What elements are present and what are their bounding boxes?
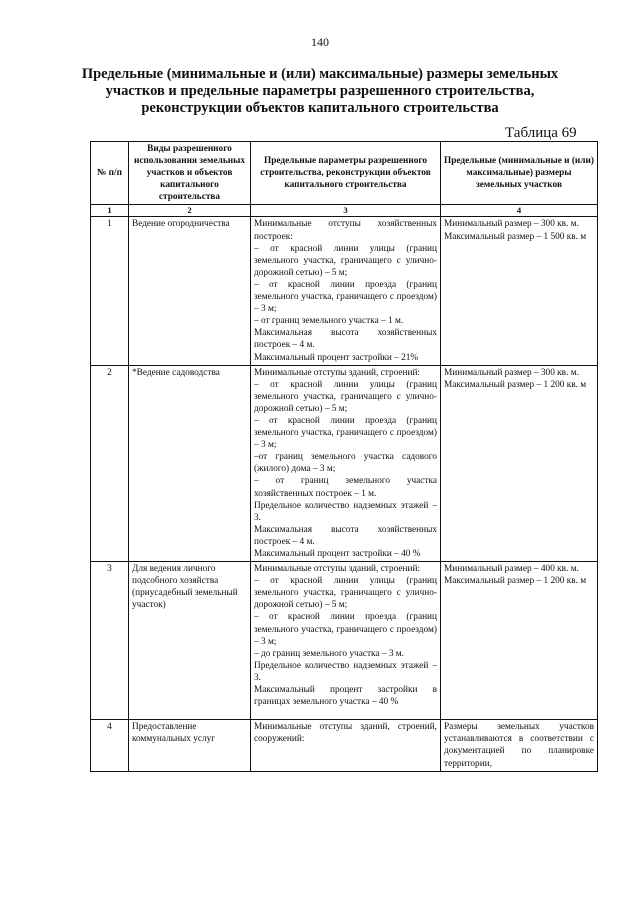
column-number: 1: [91, 205, 129, 217]
table-row: [91, 365, 598, 562]
header-params: Предельные параметры разрешенного строительства, реконструкции объектов капитального строительства: [251, 142, 441, 205]
column-number: 2: [129, 205, 251, 217]
row-sizes: [441, 562, 598, 720]
size-line: Размеры земельных участков устанавливаются в соответствии с документацией по планировке территории,: [444, 722, 594, 769]
param-line: – от красной линии улицы (границ земельного участка, граничащего с улично-дорожной сетью) – 5 м;: [254, 243, 437, 278]
header-kind: Виды разрешенного использования земельных участков и объектов капитального строительства: [129, 142, 251, 205]
row-sizes: [441, 720, 598, 771]
row-kind: Для ведения личного подсобного хозяйства (приусадебный земельный участок): [129, 562, 251, 720]
param-line: Максимальный процент застройки – 40 %: [254, 549, 421, 559]
header-row: [91, 142, 598, 205]
param-line: – от границ земельного участка – 1 м.: [254, 316, 404, 327]
row-kind: Ведение огородничества: [129, 217, 251, 365]
table-row: [91, 217, 598, 365]
row-kind: *Ведение садоводства: [129, 365, 251, 562]
size-line: Минимальный размер – 300 кв. м.: [444, 367, 579, 378]
param-line: – от красной линии улицы (границ земельного участка, граничащего с улично-дорожной сетью) – 5 м;: [254, 576, 437, 611]
param-line: Предельное количество надземных этажей – 3.: [254, 660, 437, 683]
row-params: [251, 562, 441, 720]
row-number: 3: [91, 562, 129, 720]
param-line: – от границ земельного участка хозяйственных построек – 1 м.: [254, 476, 437, 499]
param-line: Минимальные отступы зданий, строений:: [254, 564, 421, 575]
table-row: [91, 720, 598, 771]
size-line: Максимальный размер – 1 500 кв. м: [444, 231, 587, 242]
table-label: Таблица 69: [505, 125, 577, 141]
param-line: Максимальный процент застройки в границах земельного участка – 40 %: [254, 685, 437, 708]
param-line: – от красной линии проезда (границ земельного участка, граничащего с проездом) – 3 м;: [254, 612, 437, 647]
header-num: № п/п: [91, 142, 129, 205]
param-line: Максимальная высота хозяйственных построек – 4 м.: [254, 524, 437, 547]
column-number: 4: [441, 205, 598, 217]
title-line: реконструкции объектов капитального строительства: [141, 100, 499, 116]
document-title: [60, 66, 580, 117]
param-line: – от красной линии проезда (границ земельного участка, граничащего с проездом) – 3 м;: [254, 279, 437, 315]
page-number: 140: [311, 35, 329, 49]
param-line: Минимальные отступы зданий, строений:: [254, 367, 421, 378]
column-number: 3: [251, 205, 441, 217]
cell-spacer: [254, 708, 437, 718]
param-line: – до границ земельного участка – 3 м.: [254, 648, 404, 659]
row-params: [251, 720, 441, 771]
row-sizes: [441, 365, 598, 562]
row-number: 1: [91, 217, 129, 365]
param-line: Максимальный процент застройки – 21%: [254, 352, 419, 363]
size-line: Максимальный размер – 1 200 кв. м: [444, 576, 587, 587]
title-line: Предельные (минимальные и (или) максимальные) размеры земельных: [81, 66, 559, 82]
title-line: участков и предельные параметры разрешенного строительства,: [105, 83, 535, 99]
param-line: –от границ земельного участка садового (жилого) дома – 3 м;: [254, 452, 437, 475]
param-line: – от красной линии проезда (границ земельного участка, граничащего с проездом) – 3 м;: [254, 415, 437, 451]
size-line: Минимальный размер – 400 кв. м.: [444, 564, 579, 575]
param-line: Максимальная высота хозяйственных построек – 4 м.: [254, 328, 437, 351]
table-row: [91, 562, 598, 720]
column-number-row: [91, 205, 598, 217]
size-line: Минимальный размер – 300 кв. м.: [444, 219, 579, 230]
row-kind: Предоставление коммунальных услуг: [129, 720, 251, 771]
param-line: – от красной линии улицы (границ земельного участка, граничащего с улично-дорожной сетью) – 5 м;: [254, 379, 437, 414]
param-line: Минимальные отступы зданий, строений, сооружений:: [254, 722, 437, 745]
row-params: [251, 217, 441, 365]
row-params: [251, 365, 441, 562]
param-line: Предельное количество надземных этажей – 3.: [254, 500, 437, 523]
row-number: 4: [91, 720, 129, 771]
size-line: Максимальный размер – 1 200 кв. м: [444, 379, 587, 390]
parameters-table: [90, 141, 598, 772]
param-line: Минимальные отступы хозяйственных построек:: [254, 219, 437, 242]
row-number: 2: [91, 365, 129, 562]
row-sizes: [441, 217, 598, 365]
header-sizes: Предельные (минимальные и (или) максимальные) размеры земельных участков: [441, 142, 598, 205]
